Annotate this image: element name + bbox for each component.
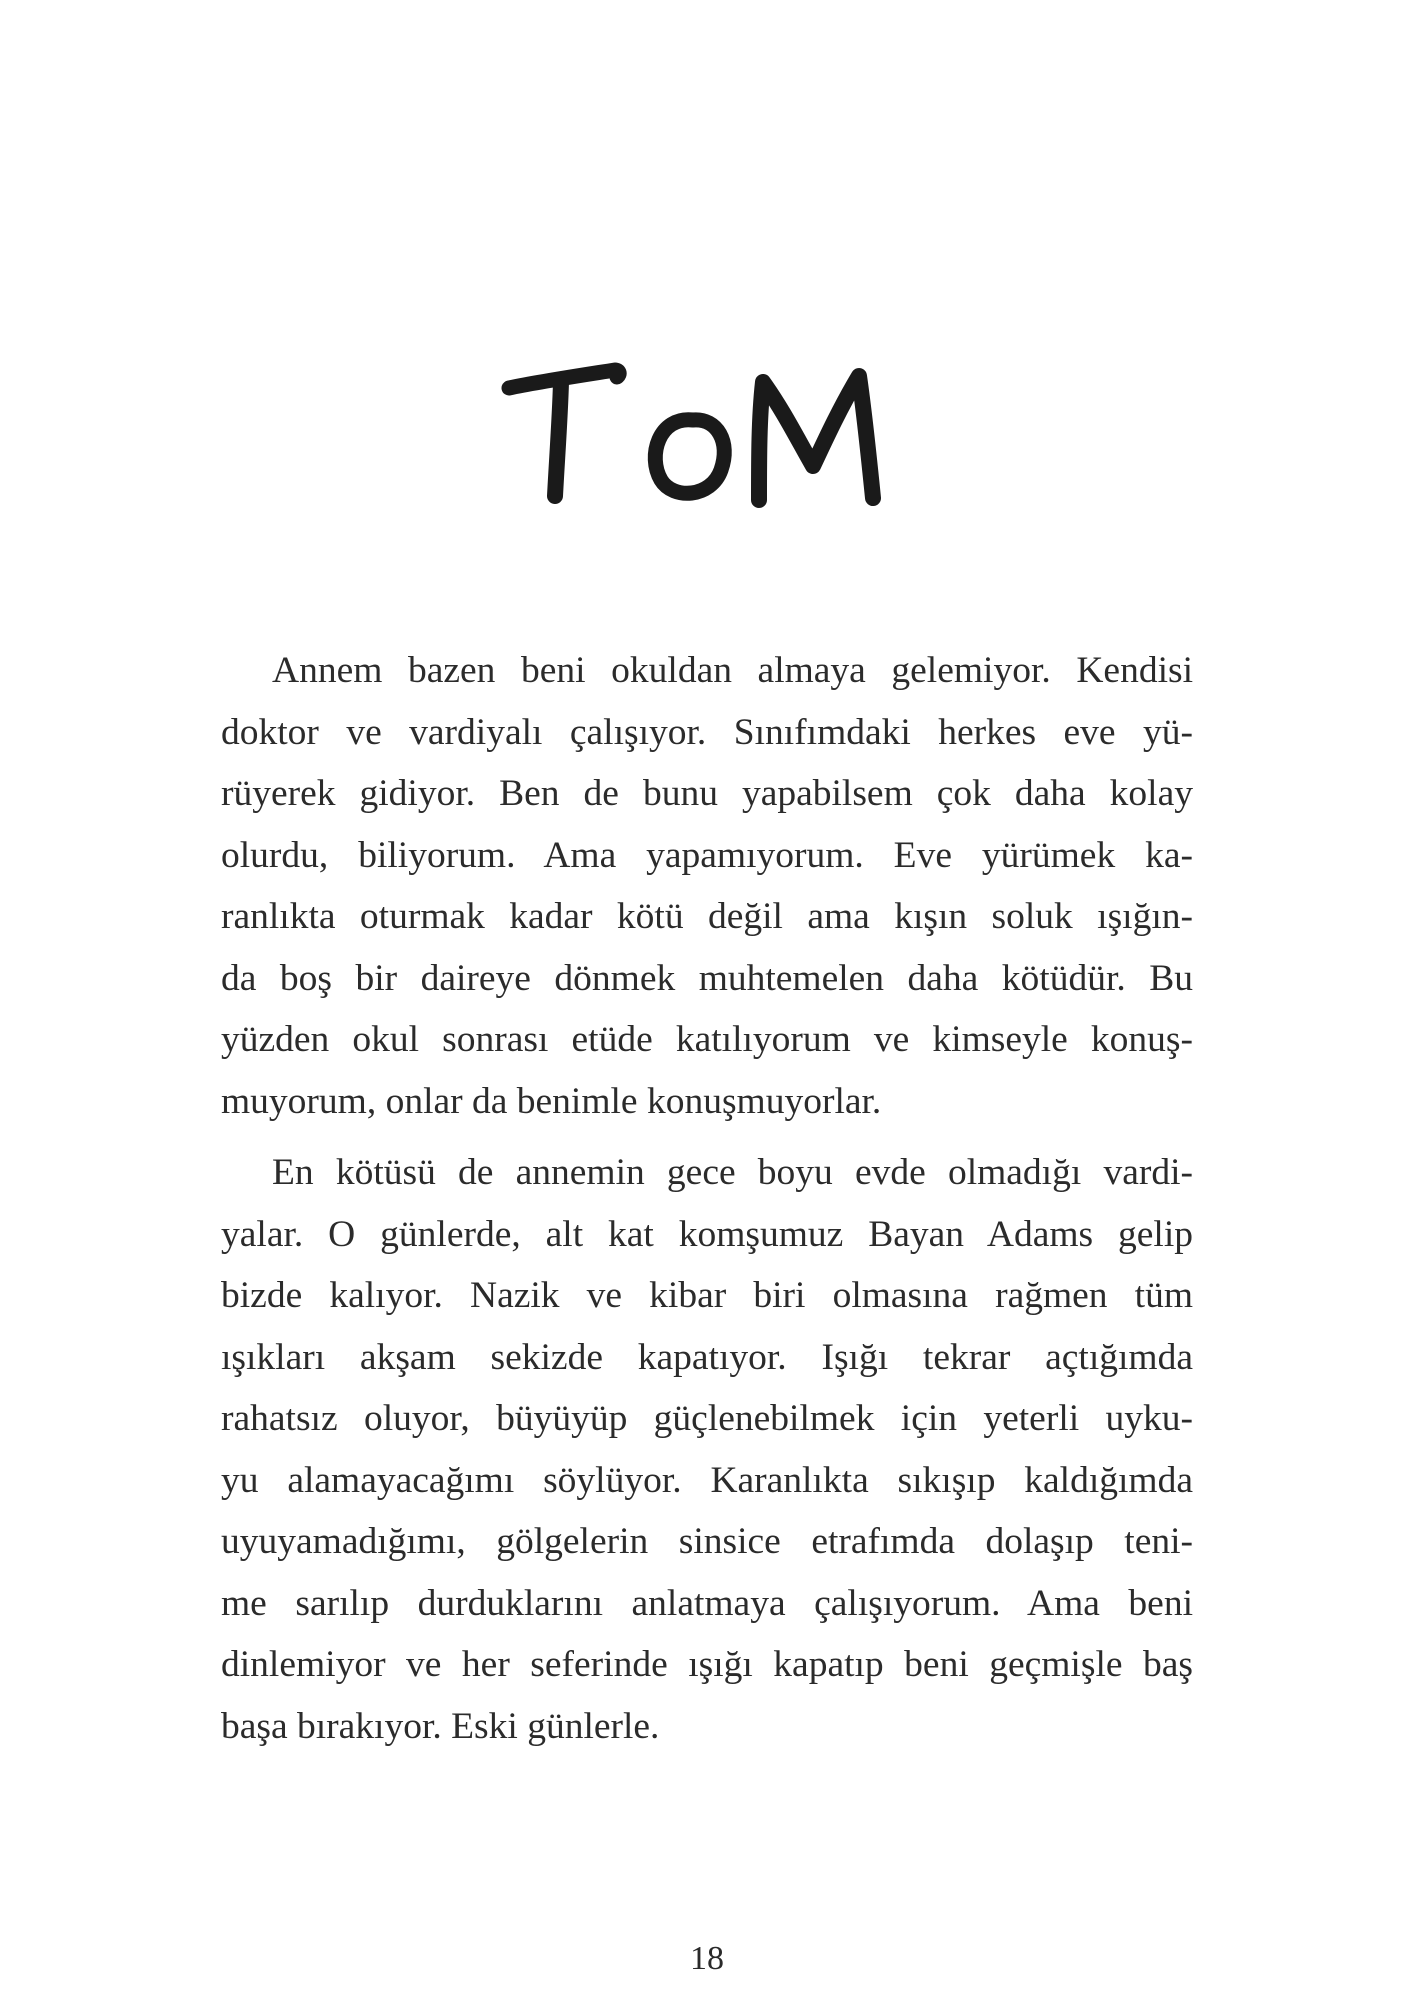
text-line: muyorum, onlar da benimle konuşmuyorlar. bbox=[221, 1080, 882, 1122]
chapter-title-handwritten bbox=[497, 348, 917, 518]
text-line: olurdu, biliyorum. Ama yapamıyorum. Eve yürümek ka- bbox=[221, 834, 1193, 876]
chapter-title bbox=[0, 348, 1414, 523]
paragraph-2 bbox=[221, 1142, 1193, 1757]
text-line: ranlıkta oturmak kadar kötü değil ama kışın soluk ışığın- bbox=[221, 896, 1193, 937]
page-number: 18 bbox=[690, 1940, 724, 1977]
text-line: rüyerek gidiyor. Ben de bunu yapabilsem çok daha kolay bbox=[221, 773, 1193, 814]
text-line: doktor ve vardiyalı çalışıyor. Sınıfımdaki herkes eve yü- bbox=[221, 711, 1193, 753]
text-line: Annem bazen beni okuldan almaya gelemiyor. Kendisi bbox=[272, 650, 1193, 691]
text-line: En kötüsü de annemin gece boyu evde olmadığı vardi- bbox=[272, 1152, 1193, 1193]
text-line: me sarılıp durduklarını anlatmaya çalışıyorum. Ama beni bbox=[221, 1582, 1193, 1624]
text-line: yalar. O günlerde, alt kat komşumuz Bayan Adams gelip bbox=[221, 1213, 1193, 1255]
text-line: da boş bir daireye dönmek muhtemelen daha kötüdür. Bu bbox=[221, 957, 1193, 999]
paragraph-1 bbox=[221, 640, 1193, 1132]
text-line: bizde kalıyor. Nazik ve kibar biri olmasına rağmen tüm bbox=[221, 1275, 1193, 1316]
text-line: yüzden okul sonrası etüde katılıyorum ve kimseyle konuş- bbox=[221, 1019, 1193, 1060]
text-line: dinlemiyor ve her seferinde ışığı kapatıp beni geçmişle baş bbox=[221, 1644, 1193, 1685]
text-line: başa bırakıyor. Eski günlerle. bbox=[221, 1705, 660, 1747]
text-line: ışıkları akşam sekizde kapatıyor. Işığı tekrar açtığımda bbox=[221, 1336, 1193, 1378]
text-line: yu alamayacağımı söylüyor. Karanlıkta sıkışıp kaldığımda bbox=[221, 1459, 1193, 1501]
text-line: uyuyamadığımı, gölgelerin sinsice etrafımda dolaşıp teni- bbox=[221, 1521, 1193, 1562]
chapter-body bbox=[221, 640, 1193, 1757]
text-line: rahatsız oluyor, büyüyüp güçlenebilmek için yeterli uyku- bbox=[221, 1398, 1193, 1439]
